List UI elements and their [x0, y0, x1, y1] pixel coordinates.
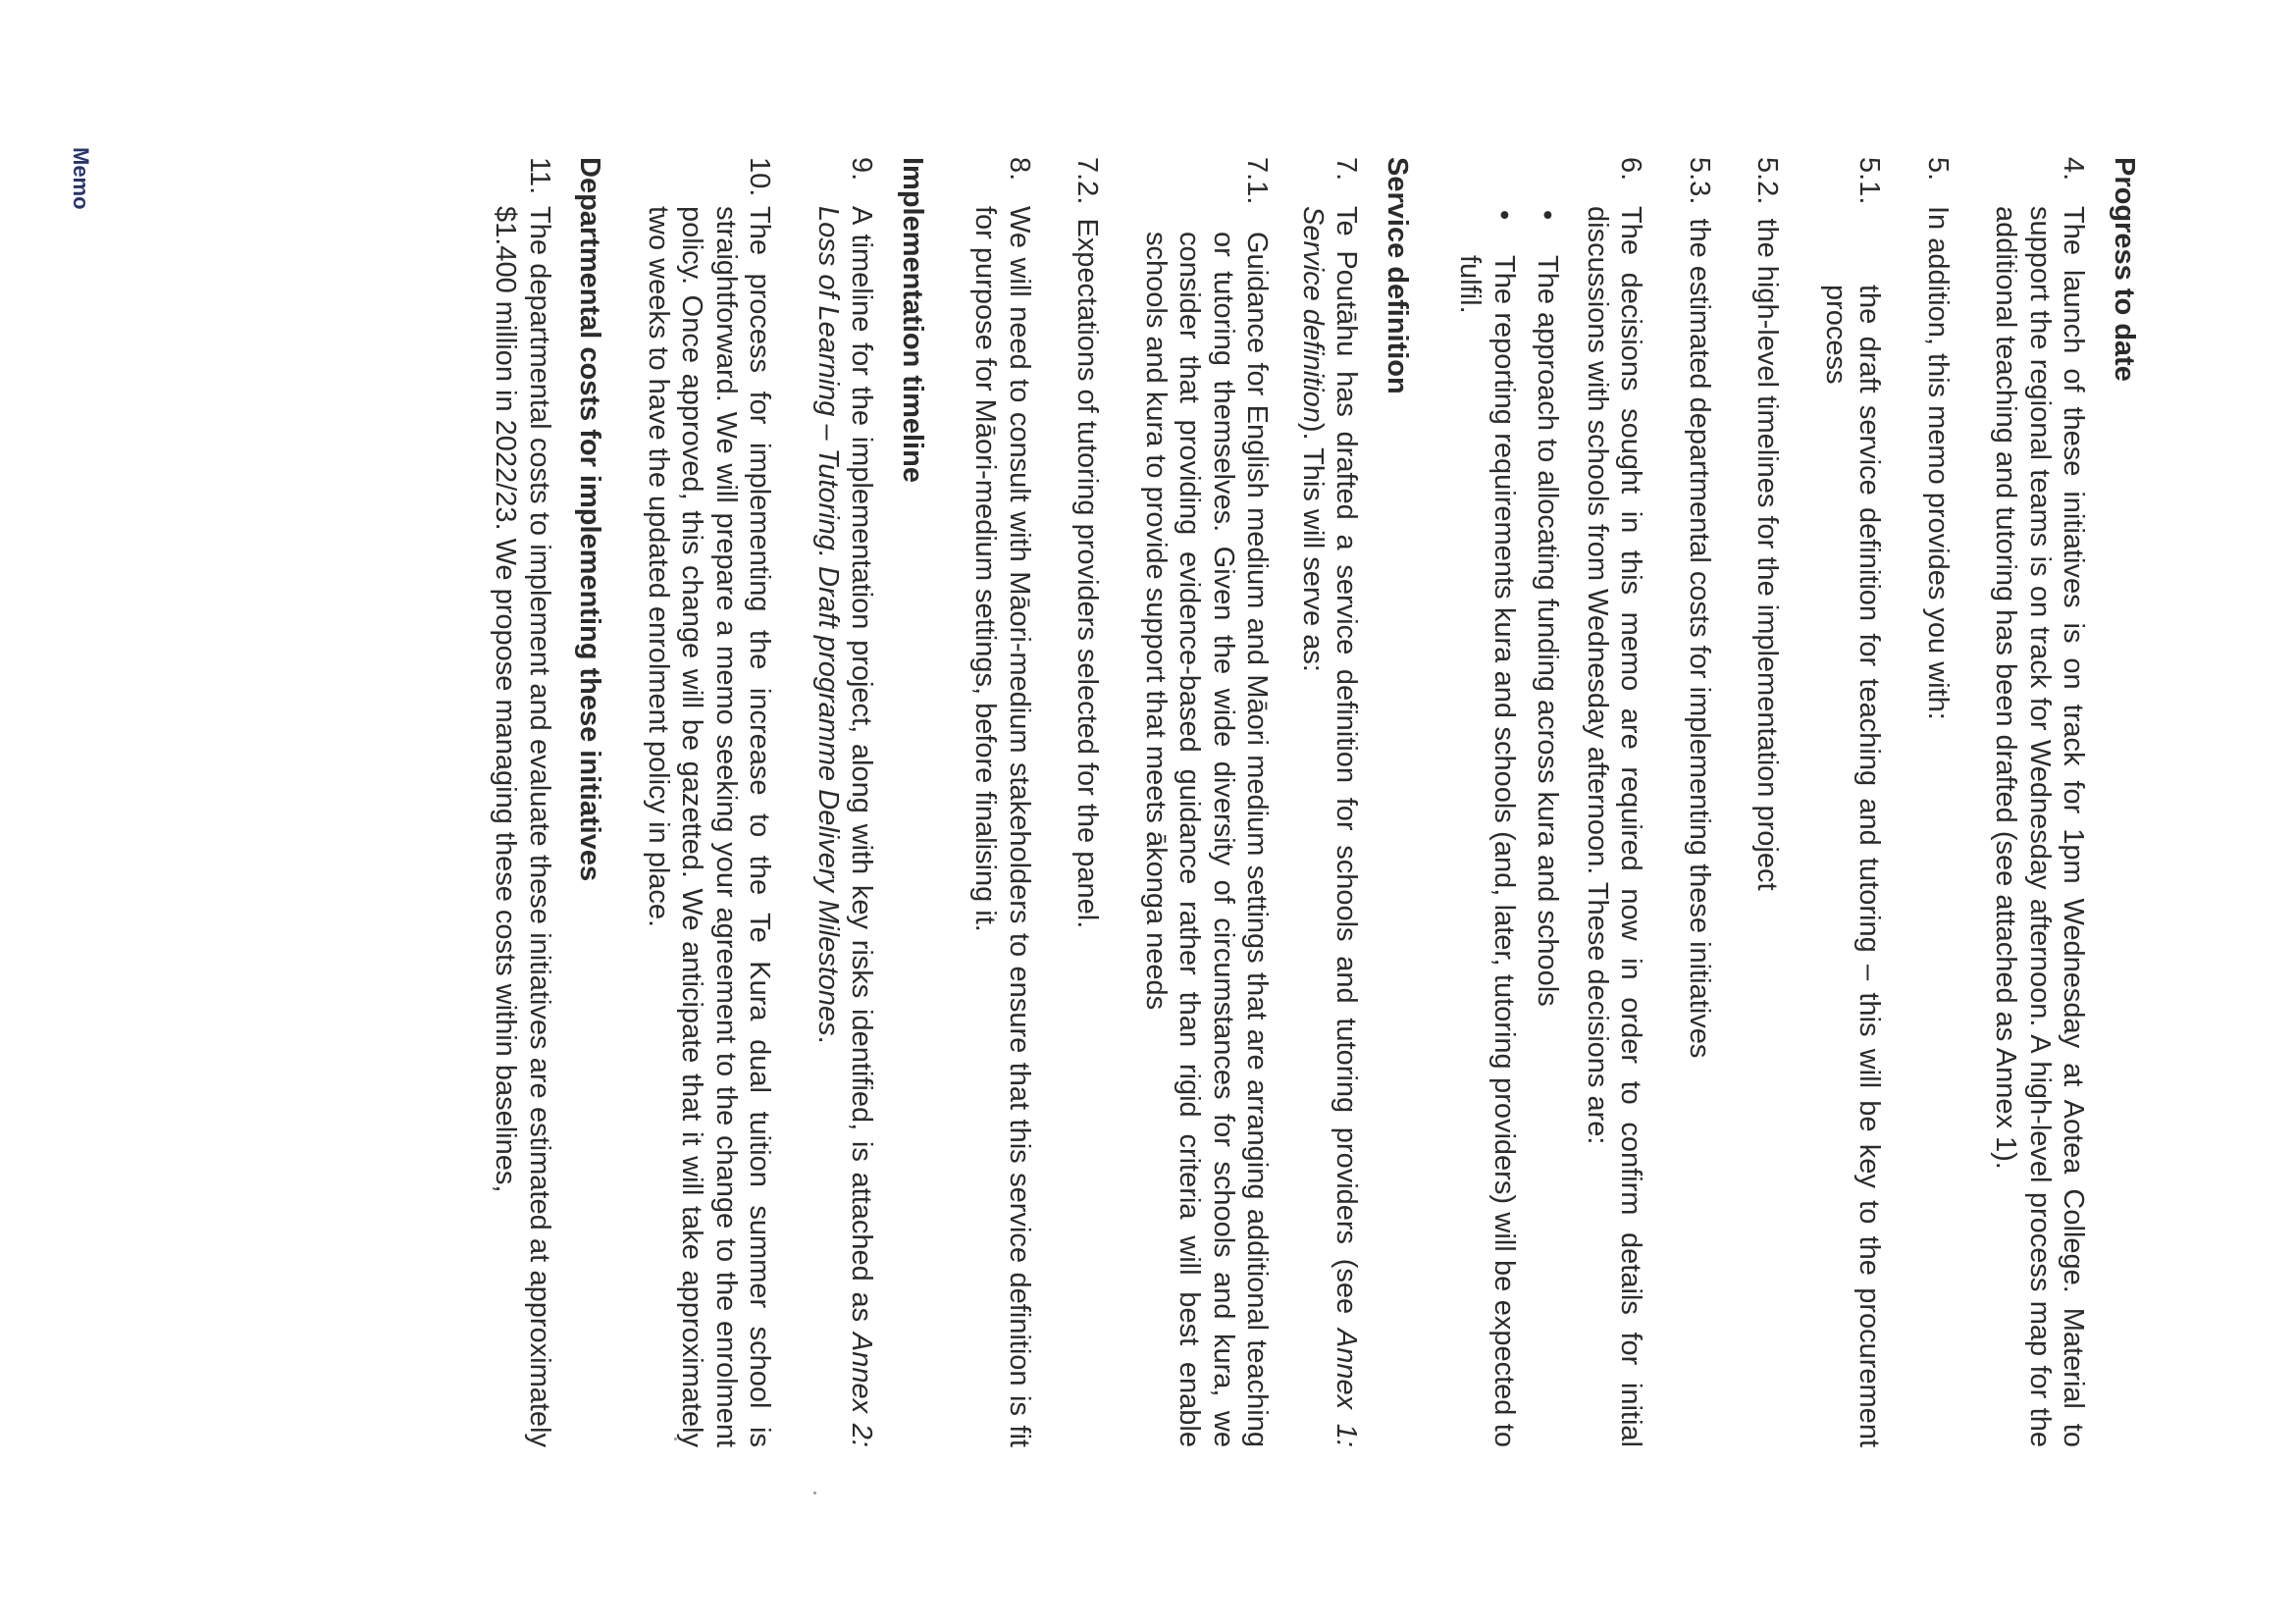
paragraph-text: We will need to consult with Māori-medium stakeholders to ensure that this service definition is fit for purpose for Māori-medium settings, before finalising it. [969, 206, 1035, 1447]
paragraph-8 [968, 157, 1036, 1447]
scan-speck [813, 1492, 816, 1494]
list-item-text: The approach to allocating funding across kura and schools [1532, 255, 1564, 1007]
paragraph-text [1819, 285, 1887, 1447]
list-item [1453, 157, 1521, 1447]
paragraph-text: the estimated departmental costs for implementing these initiatives [1684, 218, 1715, 1059]
paragraph-number: 5. [1922, 157, 1954, 182]
memo-header-label: Memo [69, 147, 93, 210]
paragraph-text: The launch of these initiatives is on track for 1pm Wednesday at Aotea College. Material to support the regional teams is on track for Wednesday afternoon. A high-level process map for the additional teaching and tutoring has been drafted (see attached as Annex 1). [1990, 206, 2090, 1447]
paragraph-9 [811, 157, 879, 1447]
paragraph-text: The process for implementing the increase to the Te Kura dual tuition summer school is straightforward. We will prepare a memo seeking your agreement to the change to the enrolment policy. Once approved, this change will be gazetted. We anticipate that it will take approximately two weeks to have the updated enrolment policy in place. [643, 206, 776, 1447]
paragraph-number: 5.3. [1684, 157, 1715, 205]
paragraph-text-b: ). This will serve as: [1297, 422, 1329, 672]
paragraph-number: 6. [1615, 157, 1647, 182]
paragraph-5 [1921, 157, 1956, 1447]
heading-service-definition: Service definition [1382, 157, 1413, 394]
paragraph-text: The departmental costs to implement and evaluate these initiatives are estimated at approximately $1.400 million in 2022/23. We propose managing these costs within baselines, [490, 206, 555, 1447]
annex-1-reference: Annex 1: Service definition [1297, 206, 1363, 1447]
paragraph-7 [1296, 157, 1364, 1447]
paragraph-number: 9. [846, 157, 878, 182]
paragraph-text-a: Te Poutāhu has drafted a service definition for schools and tutoring providers (see [1331, 206, 1363, 1329]
paragraph-10 [642, 157, 777, 1447]
paragraph-5-3 [1683, 157, 1717, 1447]
paragraph-number: 7.1. [1241, 157, 1274, 205]
paragraph-number: 11. [524, 157, 555, 195]
heading-implementation-timeline: Implementation timeline [897, 157, 928, 483]
paragraph-number: 7.2. [1071, 157, 1104, 205]
paragraph-7-1 [1139, 101, 1275, 1447]
decisions-bullet-list [1453, 157, 1565, 1447]
paragraph-text-a: A timeline for the implementation project, along with key risks identified, is attached as [846, 206, 878, 1333]
paragraph-number: 7. [1331, 157, 1363, 182]
list-item [1531, 157, 1565, 1447]
paragraph-text: Guidance for English medium and Māori medium settings that are arranging additional teaching or tutoring themselves. Given the wide diversity of circumstances for schools and kura, we consider that providing evidence-based guidance rather than rigid criteria will best enable schools and kura to provide support that meets ākonga needs [1140, 232, 1274, 1447]
paragraph-5-1 [1819, 157, 1887, 1447]
paragraph-6 [1581, 157, 1648, 1447]
memo-body [454, 157, 2141, 1447]
paragraph-number: 5.1. [1853, 157, 1886, 205]
paragraph-number: 10. [744, 157, 776, 197]
paragraph-7-2 [1070, 157, 1105, 1447]
paragraph-text: Expectations of tutoring providers selected for the panel. [1071, 218, 1104, 929]
paragraph-text-b: . [812, 1035, 844, 1044]
list-item-text: The reporting requirements kura and schools (and, later, tutoring providers) will be expected to fulfil. [1454, 255, 1520, 1447]
paragraph-text: the high-level timelines for the implementation project [1751, 218, 1784, 891]
paragraph-number: 8. [1004, 157, 1035, 182]
paragraph-number: 4. [2058, 157, 2090, 182]
paragraph-text: In addition, this memo provides you with: [1922, 206, 1954, 720]
paragraph-text-content: the draft service definition for teaching and tutoring – this will be key to the procurement process [1820, 285, 1886, 1447]
paragraph-5-2 [1750, 157, 1785, 1447]
scan-speck [674, 1438, 677, 1440]
bullet-icon: • [1488, 210, 1520, 221]
bullet-icon: • [1532, 210, 1564, 221]
paragraph-text: The decisions sought in this memo are required now in order to confirm details for initial discussions with schools from Wednesday afternoon. These decisions are: [1582, 206, 1647, 1447]
paragraph-number: 5.2. [1751, 157, 1784, 205]
paragraph-4 [1989, 157, 2091, 1447]
paragraph-11 [489, 157, 556, 1447]
heading-progress-to-date: Progress to date [2109, 157, 2140, 382]
annex-2-reference: Annex 2: Loss of Learning – Tutoring. Draft programme Delivery Milestones [812, 206, 878, 1447]
heading-departmental-costs: Departmental costs for implementing these initiatives [574, 157, 606, 882]
